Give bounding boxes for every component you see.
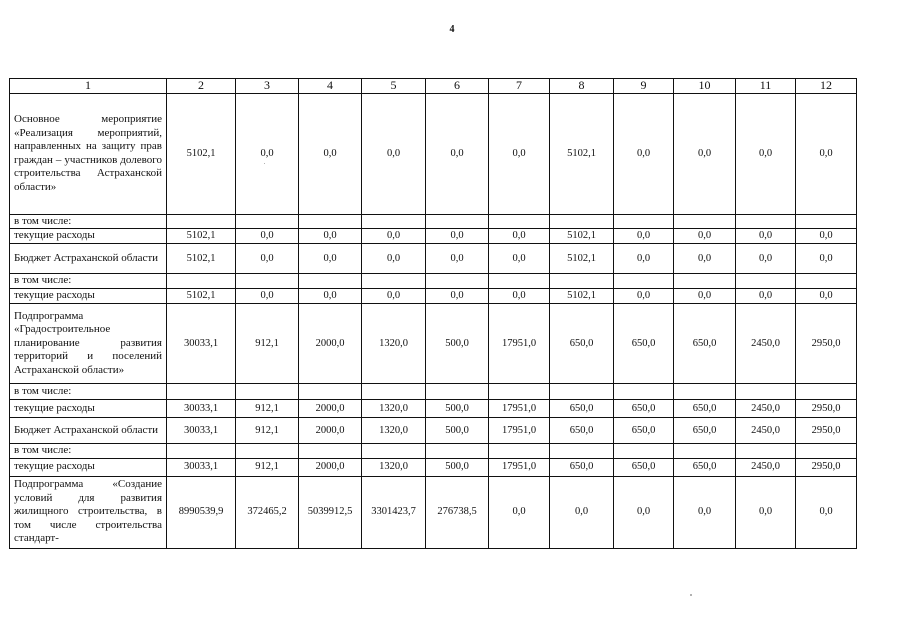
empty-cell: [550, 274, 614, 289]
value-cell: 1320,0: [362, 418, 426, 444]
empty-cell: [236, 214, 299, 229]
value-cell: 0,0: [362, 244, 426, 274]
value-cell: 0,0: [299, 229, 362, 244]
value-cell: 650,0: [674, 458, 736, 476]
value-cell: 0,0: [796, 289, 857, 304]
value-cell: 0,0: [426, 93, 489, 214]
value-cell: 0,0: [489, 93, 550, 214]
value-cell: 17951,0: [489, 458, 550, 476]
value-cell: 2000,0: [299, 400, 362, 418]
empty-cell: [674, 274, 736, 289]
row-name: Бюджет Астраханской области: [10, 418, 167, 444]
value-cell: 17951,0: [489, 304, 550, 384]
empty-cell: [614, 274, 674, 289]
column-number: 11: [736, 79, 796, 94]
value-cell: 2450,0: [736, 400, 796, 418]
value-cell: 2000,0: [299, 418, 362, 444]
value-cell: 0,0: [614, 229, 674, 244]
empty-cell: [796, 214, 857, 229]
value-cell: 5102,1: [550, 93, 614, 214]
empty-cell: [426, 444, 489, 459]
value-cell: 0,0: [736, 229, 796, 244]
value-cell: 276738,5: [426, 476, 489, 548]
value-cell: 1320,0: [362, 304, 426, 384]
value-cell: 650,0: [674, 304, 736, 384]
empty-cell: [614, 444, 674, 459]
value-cell: 0,0: [674, 476, 736, 548]
row-name: в том числе:: [10, 214, 167, 229]
empty-cell: [426, 384, 489, 400]
value-cell: 0,0: [614, 244, 674, 274]
value-cell: 5102,1: [550, 229, 614, 244]
empty-cell: [796, 384, 857, 400]
value-cell: 500,0: [426, 400, 489, 418]
budget-table-body: [10, 79, 857, 549]
value-cell: 372465,2: [236, 476, 299, 548]
value-cell: 0,0: [236, 229, 299, 244]
table-row: [10, 476, 857, 548]
column-number: 10: [674, 79, 736, 94]
table-row: [10, 444, 857, 459]
value-cell: 30033,1: [167, 458, 236, 476]
empty-cell: [167, 444, 236, 459]
row-name: текущие расходы: [10, 458, 167, 476]
column-number: 2: [167, 79, 236, 94]
value-cell: 2450,0: [736, 418, 796, 444]
value-cell: 0,0: [299, 244, 362, 274]
table-row: [10, 93, 857, 214]
value-cell: 500,0: [426, 304, 489, 384]
table-row: [10, 214, 857, 229]
page-number: 4: [449, 24, 455, 35]
value-cell: 2950,0: [796, 304, 857, 384]
value-cell: 0,0: [362, 229, 426, 244]
empty-cell: [674, 214, 736, 229]
value-cell: 0,0: [426, 229, 489, 244]
empty-cell: [362, 444, 426, 459]
value-cell: 650,0: [614, 418, 674, 444]
value-cell: 30033,1: [167, 418, 236, 444]
budget-table: [9, 78, 857, 549]
value-cell: 912,1: [236, 400, 299, 418]
value-cell: 2950,0: [796, 418, 857, 444]
empty-cell: [236, 274, 299, 289]
empty-cell: [489, 214, 550, 229]
value-cell: 500,0: [426, 458, 489, 476]
value-cell: 0,0: [362, 289, 426, 304]
column-number: 8: [550, 79, 614, 94]
value-cell: 2950,0: [796, 458, 857, 476]
row-name: в том числе:: [10, 444, 167, 459]
value-cell: 0,0: [796, 93, 857, 214]
column-number-row: [10, 79, 857, 94]
value-cell: 2000,0: [299, 304, 362, 384]
value-cell: 5102,1: [167, 93, 236, 214]
value-cell: 30033,1: [167, 304, 236, 384]
table-row: [10, 418, 857, 444]
row-name: текущие расходы: [10, 229, 167, 244]
empty-cell: [167, 274, 236, 289]
empty-cell: [236, 384, 299, 400]
value-cell: 0,0: [614, 476, 674, 548]
row-name: текущие расходы: [10, 289, 167, 304]
empty-cell: [489, 444, 550, 459]
empty-cell: [299, 214, 362, 229]
row-name: в том числе:: [10, 274, 167, 289]
value-cell: 0,0: [674, 289, 736, 304]
value-cell: 5102,1: [550, 244, 614, 274]
value-cell: 650,0: [614, 400, 674, 418]
empty-cell: [426, 214, 489, 229]
value-cell: 0,0: [736, 93, 796, 214]
value-cell: 8990539,9: [167, 476, 236, 548]
column-number: 4: [299, 79, 362, 94]
value-cell: 650,0: [674, 418, 736, 444]
empty-cell: [426, 274, 489, 289]
table-row: [10, 289, 857, 304]
empty-cell: [736, 444, 796, 459]
empty-cell: [736, 274, 796, 289]
table-row: [10, 384, 857, 400]
value-cell: 0,0: [736, 289, 796, 304]
value-cell: 650,0: [550, 458, 614, 476]
value-cell: 0,0: [236, 93, 299, 214]
value-cell: 500,0: [426, 418, 489, 444]
value-cell: 30033,1: [167, 400, 236, 418]
table-row: [10, 274, 857, 289]
column-number: 9: [614, 79, 674, 94]
empty-cell: [674, 444, 736, 459]
table-row: [10, 458, 857, 476]
column-number: 7: [489, 79, 550, 94]
scan-speck: [690, 594, 692, 596]
value-cell: 0,0: [796, 476, 857, 548]
value-cell: 5039912,5: [299, 476, 362, 548]
column-number: 1: [10, 79, 167, 94]
table-row: [10, 304, 857, 384]
empty-cell: [362, 274, 426, 289]
column-number: 6: [426, 79, 489, 94]
value-cell: 0,0: [426, 289, 489, 304]
empty-cell: [736, 384, 796, 400]
row-name: текущие расходы: [10, 400, 167, 418]
value-cell: 1320,0: [362, 458, 426, 476]
value-cell: 650,0: [614, 458, 674, 476]
value-cell: 0,0: [299, 93, 362, 214]
row-name: Основное мероприятие «Реализация мероприятий, направленных на защиту прав граждан – участников долевого строительства Астраханской области»: [10, 93, 167, 214]
value-cell: 0,0: [614, 289, 674, 304]
value-cell: 0,0: [674, 244, 736, 274]
column-number: 12: [796, 79, 857, 94]
empty-cell: [236, 444, 299, 459]
value-cell: 5102,1: [167, 244, 236, 274]
empty-cell: [362, 384, 426, 400]
scan-speck: [264, 163, 265, 164]
empty-cell: [674, 384, 736, 400]
value-cell: 0,0: [489, 289, 550, 304]
value-cell: 0,0: [674, 229, 736, 244]
value-cell: 0,0: [674, 93, 736, 214]
value-cell: 0,0: [426, 244, 489, 274]
value-cell: 650,0: [550, 400, 614, 418]
value-cell: 17951,0: [489, 400, 550, 418]
empty-cell: [167, 384, 236, 400]
value-cell: 2950,0: [796, 400, 857, 418]
value-cell: 0,0: [236, 289, 299, 304]
value-cell: 912,1: [236, 304, 299, 384]
empty-cell: [299, 384, 362, 400]
value-cell: 650,0: [674, 400, 736, 418]
value-cell: 0,0: [236, 244, 299, 274]
value-cell: 2000,0: [299, 458, 362, 476]
value-cell: 0,0: [362, 93, 426, 214]
value-cell: 0,0: [736, 244, 796, 274]
value-cell: 5102,1: [550, 289, 614, 304]
value-cell: 0,0: [489, 244, 550, 274]
value-cell: 0,0: [614, 93, 674, 214]
value-cell: 650,0: [550, 304, 614, 384]
value-cell: 1320,0: [362, 400, 426, 418]
value-cell: 0,0: [796, 244, 857, 274]
value-cell: 0,0: [736, 476, 796, 548]
empty-cell: [489, 274, 550, 289]
table-row: [10, 229, 857, 244]
empty-cell: [299, 444, 362, 459]
value-cell: 912,1: [236, 418, 299, 444]
value-cell: 3301423,7: [362, 476, 426, 548]
empty-cell: [736, 214, 796, 229]
table-row: [10, 400, 857, 418]
value-cell: 2450,0: [736, 458, 796, 476]
empty-cell: [299, 274, 362, 289]
column-number: 5: [362, 79, 426, 94]
value-cell: 0,0: [550, 476, 614, 548]
empty-cell: [550, 444, 614, 459]
value-cell: 650,0: [550, 418, 614, 444]
empty-cell: [489, 384, 550, 400]
row-name: Подпрограмма «Градостроительное планирование развития территорий и поселений Астраханской области»: [10, 304, 167, 384]
row-name: в том числе:: [10, 384, 167, 400]
empty-cell: [167, 214, 236, 229]
empty-cell: [550, 214, 614, 229]
value-cell: 17951,0: [489, 418, 550, 444]
value-cell: 5102,1: [167, 229, 236, 244]
value-cell: 5102,1: [167, 289, 236, 304]
empty-cell: [614, 384, 674, 400]
value-cell: 0,0: [489, 476, 550, 548]
table-row: [10, 244, 857, 274]
value-cell: 0,0: [489, 229, 550, 244]
column-number: 3: [236, 79, 299, 94]
empty-cell: [362, 214, 426, 229]
value-cell: 0,0: [299, 289, 362, 304]
empty-cell: [614, 214, 674, 229]
value-cell: 912,1: [236, 458, 299, 476]
empty-cell: [796, 274, 857, 289]
empty-cell: [796, 444, 857, 459]
value-cell: 2450,0: [736, 304, 796, 384]
row-name: Бюджет Астраханской области: [10, 244, 167, 274]
value-cell: 0,0: [796, 229, 857, 244]
row-name: Подпрограмма «Создание условий для развития жилищного строительства, в том числе строительства стандарт-: [10, 476, 167, 548]
empty-cell: [550, 384, 614, 400]
value-cell: 650,0: [614, 304, 674, 384]
